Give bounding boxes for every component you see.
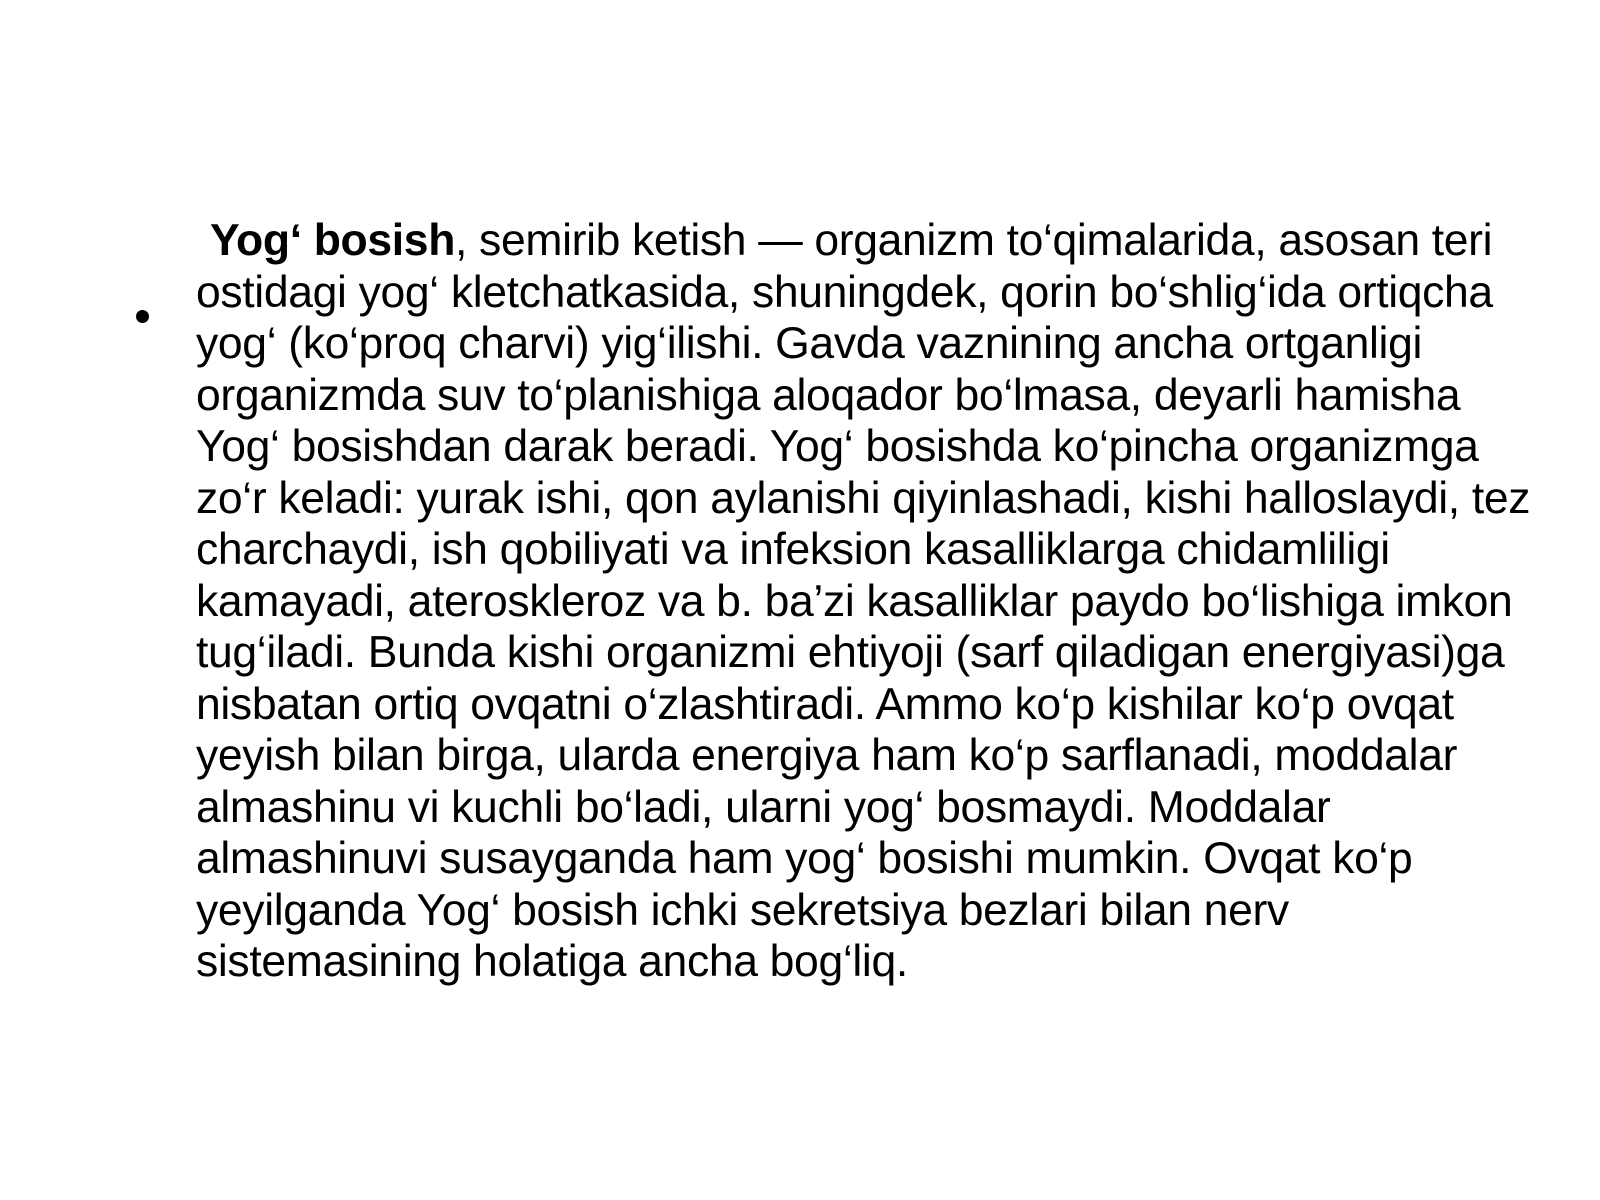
bullet-dot-icon — [136, 310, 149, 323]
bullet-item — [130, 215, 1550, 988]
bullet-text: , semirib ketish — organizm to‘qimalarida, asosan teri ostidagi yog‘ kletchatkasida, shuningdek, qorin bo‘shlig‘ida ortiqcha yog‘ (ko‘proq charvi) yig‘ilishi. Gavda vaznining ancha ortganligi organizmda suv to‘planishiga aloqador bo‘lmasa, deyarli hamisha Yog‘ bosishdan darak beradi. Yog‘ bosishda ko‘pincha organizmga zo‘r keladi: yurak ishi, qon aylanishi qiyinlashadi, kishi halloslaydi, tez charchaydi, ish qobiliyati va infeksion kasalliklarga chidamliligi kamayadi, ateroskleroz va b. ba’zi kasalliklar paydo bo‘lishiga imkon tug‘iladi. Bunda kishi organizmi ehtiyoji (sarf qiladigan energiyasi)ga nisbatan ortiq ovqatni o‘zlashtiradi. Ammo ko‘p kishilar ko‘p ovqat yeyish bilan birga, ularda energiya ham ko‘p sarflanadi, moddalar almashinu vi kuchli bo‘ladi, ularni yog‘ bosmaydi. Moddalar almashinuvi susayganda ham yog‘ bosishi mumkin. Ovqat ko‘p yeyilganda Yog‘ bosish ichki sekretsiya bezlari bilan nerv sistemasining holatiga ancha bog‘liq. — [196, 216, 1531, 986]
bullet-term: Yog‘ bosish — [210, 216, 456, 265]
slide-content — [130, 215, 1550, 988]
bullet-paragraph — [196, 215, 1550, 988]
